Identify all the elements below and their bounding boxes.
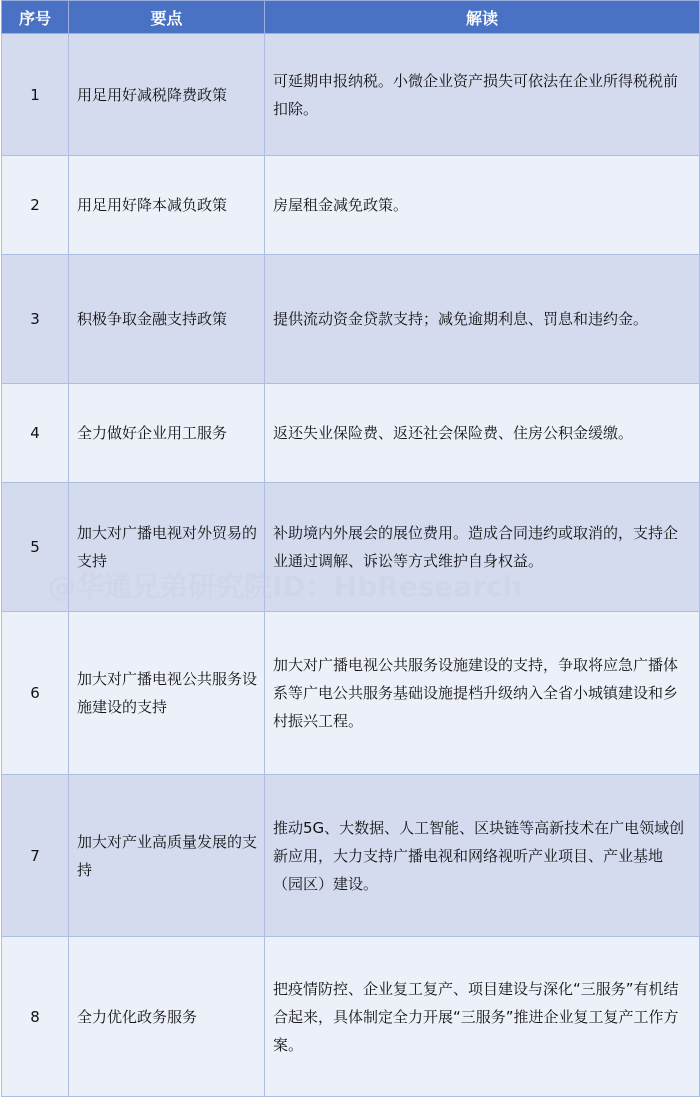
table-row [2,612,700,775]
row-num: 4 [2,384,69,483]
header-key: 要点 [69,1,265,34]
row-desc: 补助境内外展会的展位费用。造成合同违约或取消的，支持企业通过调解、诉讼等方式维护自身权益。 [265,483,700,612]
row-key: 用足用好减税降费政策 [69,34,265,156]
row-desc: 推动5G、大数据、人工智能、区块链等高新技术在广电领域创新应用，大力支持广播电视和网络视听产业项目、产业基地（园区）建设。 [265,775,700,937]
header-row [2,1,700,34]
table-row [2,775,700,937]
table-row [2,34,700,156]
row-key: 加大对广播电视对外贸易的支持 [69,483,265,612]
row-num: 7 [2,775,69,937]
table-row [2,255,700,384]
table-row [2,384,700,483]
row-num: 1 [2,34,69,156]
row-key: 用足用好降本减负政策 [69,156,265,255]
table-row [2,937,700,1097]
row-num: 5 [2,483,69,612]
watermark: @华通兄弟研究院ID：HbResearch [48,570,523,603]
policy-table [1,0,700,1097]
table-row [2,156,700,255]
row-desc: 房屋租金减免政策。 [265,156,700,255]
row-desc: 把疫情防控、企业复工复产、项目建设与深化“三服务”有机结合起来，具体制定全力开展“三服务”推进企业复工复产工作方案。 [265,937,700,1097]
row-num: 2 [2,156,69,255]
row-desc: 提供流动资金贷款支持；减免逾期利息、罚息和违约金。 [265,255,700,384]
row-key: 加大对产业高质量发展的支持 [69,775,265,937]
header-num: 序号 [2,1,69,34]
row-key: 积极争取金融支持政策 [69,255,265,384]
row-num: 3 [2,255,69,384]
row-desc: 可延期申报纳税。小微企业资产损失可依法在企业所得税税前扣除。 [265,34,700,156]
row-desc: 加大对广播电视公共服务设施建设的支持，争取将应急广播体系等广电公共服务基础设施提档升级纳入全省小城镇建设和乡村振兴工程。 [265,612,700,775]
row-key: 全力做好企业用工服务 [69,384,265,483]
header-desc: 解读 [265,1,700,34]
row-num: 8 [2,937,69,1097]
row-desc: 返还失业保险费、返还社会保险费、住房公积金缓缴。 [265,384,700,483]
table-row [2,483,700,612]
row-num: 6 [2,612,69,775]
row-key: 加大对广播电视公共服务设施建设的支持 [69,612,265,775]
row-key: 全力优化政务服务 [69,937,265,1097]
